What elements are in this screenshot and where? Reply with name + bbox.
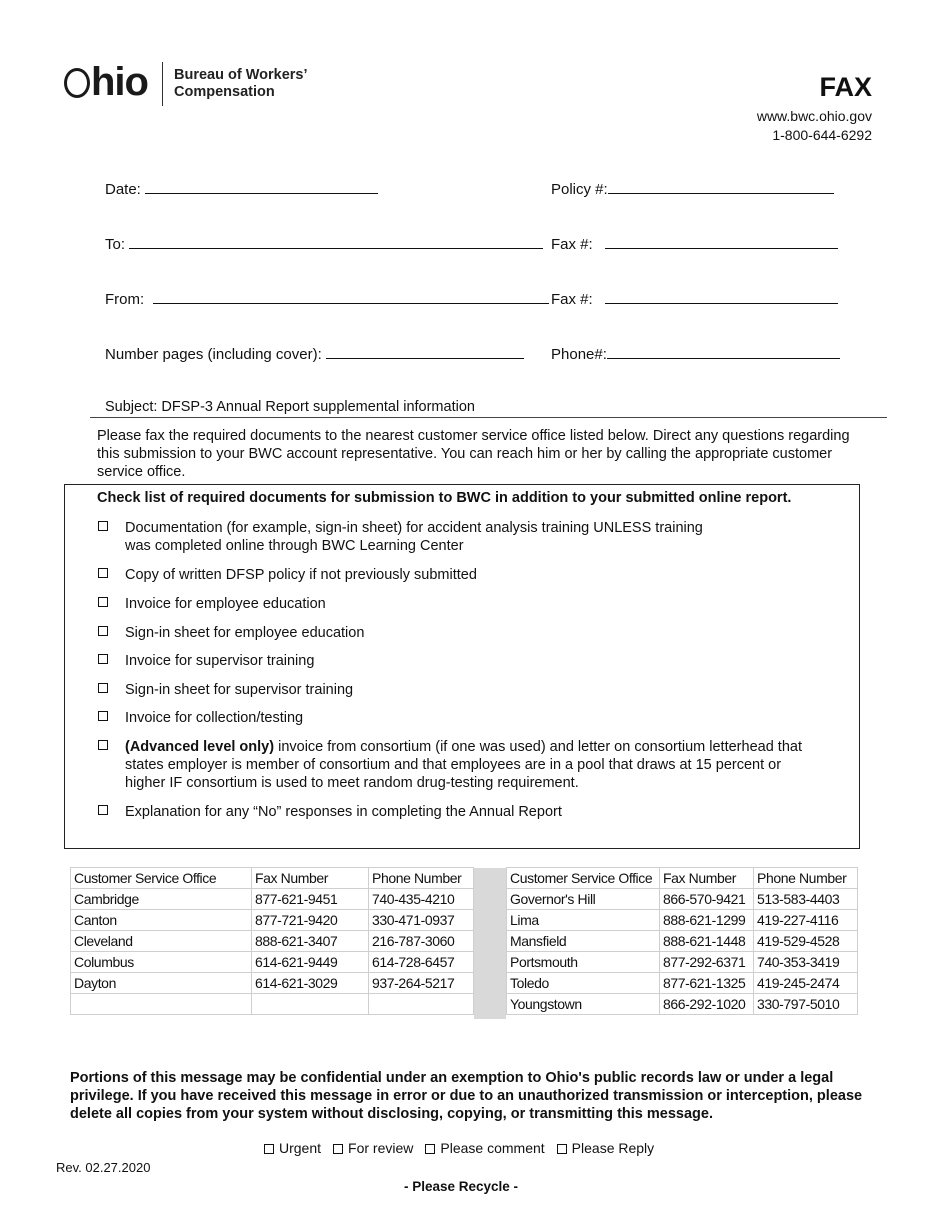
table-row: Canton 877-721-9420 330-471-0937 (71, 910, 474, 931)
checklist-item[interactable]: Sign-in sheet for employee education (98, 624, 838, 642)
checkbox-icon[interactable] (425, 1144, 435, 1154)
header-phone: 1-800-644-6292 (772, 127, 872, 143)
table-gap (474, 868, 506, 1019)
checklist-item[interactable]: Explanation for any “No” responses in completing the Annual Report (98, 803, 838, 821)
policy-field[interactable]: Policy #: (551, 179, 834, 198)
fax-line-1[interactable] (605, 234, 838, 249)
checkbox-icon[interactable] (333, 1144, 343, 1154)
checkbox-icon[interactable] (264, 1144, 274, 1154)
checklist-item[interactable]: Sign-in sheet for supervisor training (98, 681, 838, 699)
option-please-comment[interactable]: Please comment (425, 1140, 544, 1156)
option-urgent[interactable]: Urgent (264, 1140, 321, 1156)
table-header-row: Customer Service Office Fax Number Phone Number (507, 868, 858, 889)
fax-title: FAX (819, 72, 872, 102)
checklist-item[interactable]: Copy of written DFSP policy if not previously submitted (98, 566, 838, 584)
checkbox-icon[interactable] (98, 805, 108, 815)
checkbox-icon[interactable] (98, 626, 108, 636)
date-line[interactable] (145, 179, 378, 194)
fax-line-2[interactable] (605, 289, 838, 304)
fax-field-1[interactable]: Fax #: (551, 234, 838, 253)
checkbox-icon[interactable] (98, 740, 108, 750)
table-row: Dayton 614-621-3029 937-264-5217 (71, 973, 474, 994)
confidentiality-notice: Portions of this message may be confidential under an exemption to Ohio's public records law or under a legal privilege. If you have received this message in error or due to an unauthorized transmission or interception, please delete all copies from your system without disclosing, copying, or transmitting this message. (70, 1070, 863, 1122)
table-row: Cambridge 877-621-9451 740-435-4210 (71, 889, 474, 910)
checkbox-icon[interactable] (557, 1144, 567, 1154)
table-header-row: Customer Service Office Fax Number Phone Number (71, 868, 474, 889)
from-line[interactable] (153, 289, 549, 304)
subject-divider (90, 417, 887, 418)
checklist-heading: Check list of required documents for submission to BWC in addition to your submitted online report. (97, 490, 792, 506)
table-row: Youngstown 866-292-1020 330-797-5010 (507, 994, 858, 1015)
logo-divider (162, 62, 163, 106)
checkbox-icon[interactable] (98, 711, 108, 721)
bureau-name: Bureau of Workers’ Compensation (174, 67, 308, 100)
table-row: Columbus 614-621-9449 614-728-6457 (71, 952, 474, 973)
date-field[interactable]: Date: (105, 179, 378, 198)
table-row: Toledo 877-621-1325 419-245-2474 (507, 973, 858, 994)
from-field[interactable]: From: (105, 289, 549, 308)
checkbox-icon[interactable] (98, 597, 108, 607)
pages-field[interactable]: Number pages (including cover): (105, 344, 524, 363)
office-table-right (506, 867, 858, 1015)
policy-line[interactable] (608, 179, 834, 194)
instructions: Please fax the required documents to the nearest customer service office listed below. Direct any questions regarding this submission to your BWC account representative. You can reach him or her by calling the appropriate customer service office. (97, 428, 850, 480)
pages-line[interactable] (326, 344, 524, 359)
recycle-note: - Please Recycle - (403, 1179, 519, 1194)
fax-options (264, 1140, 666, 1156)
website: www.bwc.ohio.gov (756, 108, 872, 124)
ohio-logo-o-icon (64, 68, 90, 98)
checklist-item[interactable]: Invoice for employee education (98, 595, 838, 613)
office-table-left (70, 867, 474, 1015)
checkbox-icon[interactable] (98, 683, 108, 693)
checklist-item[interactable]: Invoice for supervisor training (98, 652, 838, 670)
table-row: Governor's Hill 866-570-9421 513-583-4403 (507, 889, 858, 910)
checklist-item[interactable]: Invoice for collection/testing (98, 709, 838, 727)
checkbox-icon[interactable] (98, 568, 108, 578)
option-for-review[interactable]: For review (333, 1140, 413, 1156)
checkbox-icon[interactable] (98, 521, 108, 531)
checkbox-icon[interactable] (98, 654, 108, 664)
table-row: Portsmouth 877-292-6371 740-353-3419 (507, 952, 858, 973)
table-row: Cleveland 888-621-3407 216-787-3060 (71, 931, 474, 952)
phone-field[interactable]: Phone#: (551, 344, 840, 363)
phone-line[interactable] (607, 344, 840, 359)
ohio-logo: hio (64, 60, 148, 105)
to-field[interactable]: To: (105, 234, 543, 253)
table-row: Mansfield 888-621-1448 419-529-4528 (507, 931, 858, 952)
subject: Subject: DFSP-3 Annual Report supplemental information (105, 399, 475, 415)
revision-date: Rev. 02.27.2020 (56, 1160, 151, 1175)
table-row (71, 994, 474, 1015)
option-please-reply[interactable]: Please Reply (557, 1140, 655, 1156)
checklist-item[interactable]: (Advanced level only) invoice from consortium (if one was used) and letter on consortium letterhead that states employer is member of consortium and that employees are in a pool that draws at 15 percent or higher IF consortium is used to meet random drug-testing requirement. (98, 738, 810, 792)
to-line[interactable] (129, 234, 543, 249)
table-row: Lima 888-621-1299 419-227-4116 (507, 910, 858, 931)
fax-field-2[interactable]: Fax #: (551, 289, 838, 308)
checklist-item[interactable]: Documentation (for example, sign-in sheet) for accident analysis training UNLESS training was completed online through BWC Learning Center (98, 519, 838, 555)
